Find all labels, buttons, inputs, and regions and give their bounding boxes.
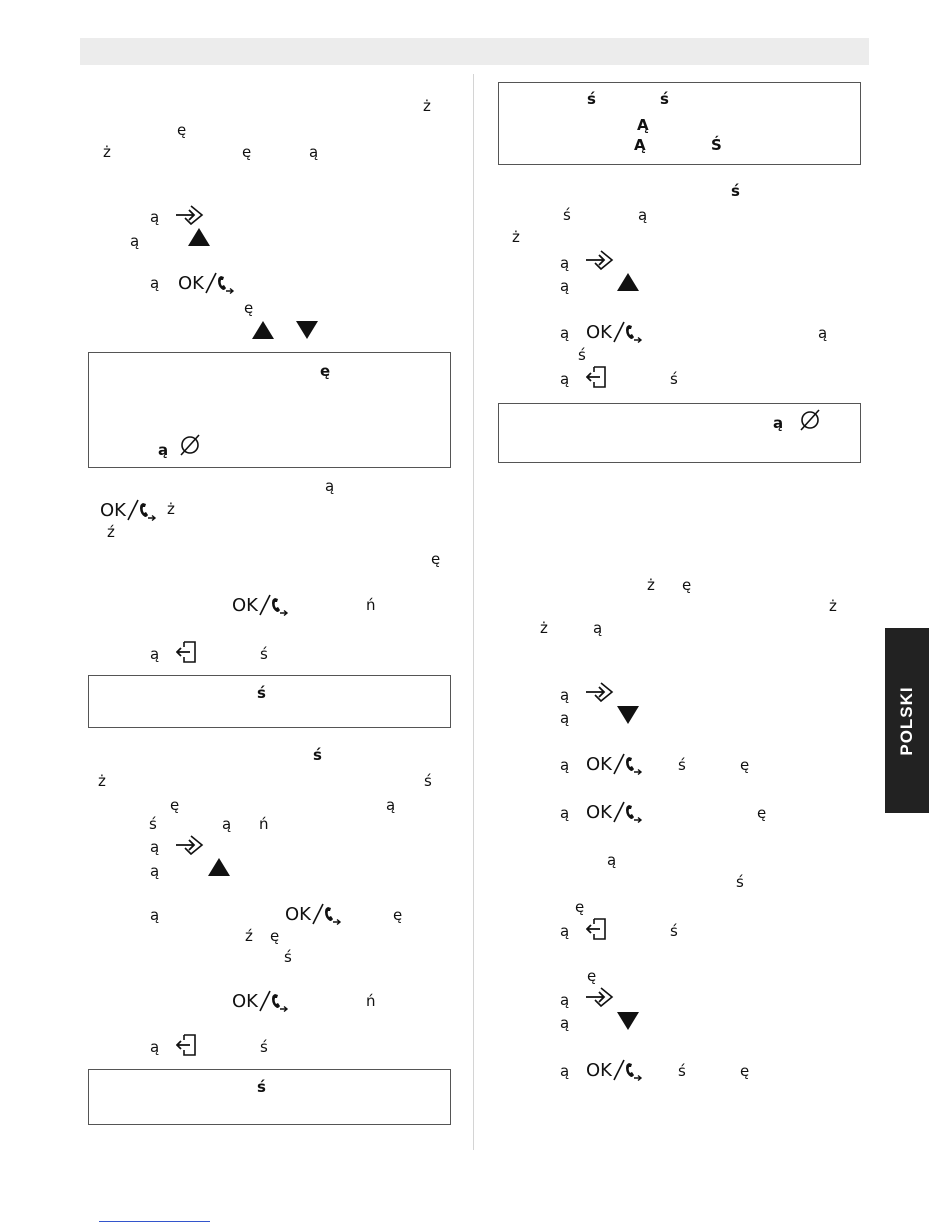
glyph: ż: [647, 576, 655, 594]
glyph: ą: [638, 206, 648, 224]
glyph: ą: [560, 709, 570, 727]
ok-call-icon: OK: [586, 321, 645, 343]
glyph: ś: [257, 684, 266, 702]
down-triangle-icon: [616, 705, 640, 725]
note-box: [498, 82, 861, 165]
language-tab: [885, 628, 929, 813]
glyph: ś: [736, 873, 744, 891]
glyph: ś: [678, 756, 686, 774]
glyph: ą: [150, 645, 160, 663]
ok-call-icon: OK: [285, 903, 344, 925]
glyph: ż: [540, 619, 548, 637]
glyph: ą: [560, 922, 570, 940]
glyph: ż: [829, 597, 837, 615]
ok-call-icon: OK: [586, 753, 645, 775]
glyph: ś: [149, 815, 157, 833]
menu-exit-icon: [176, 640, 198, 664]
glyph: ń: [366, 992, 376, 1010]
glyph: ę: [393, 906, 403, 924]
ok-call-icon: OK: [178, 272, 237, 294]
menu-exit-icon: [586, 917, 608, 941]
ok-call-icon: OK: [100, 499, 159, 521]
glyph: Ą: [637, 116, 649, 134]
glyph: ą: [386, 796, 396, 814]
glyph: ś: [670, 370, 678, 388]
glyph: Ą: [634, 136, 646, 154]
glyph: ą: [607, 851, 617, 869]
column-divider: [473, 74, 474, 1150]
glyph: ą: [130, 232, 140, 250]
glyph: ę: [587, 967, 597, 985]
glyph: ś: [313, 746, 322, 764]
glyph: ę: [270, 927, 280, 945]
glyph: ą: [560, 991, 570, 1009]
glyph: ą: [560, 804, 570, 822]
glyph: ą: [818, 324, 828, 342]
note-box: [88, 1069, 451, 1125]
glyph: ż: [103, 143, 111, 161]
glyph: ż: [512, 228, 520, 246]
glyph: Ś: [711, 136, 722, 154]
up-triangle-icon: [187, 227, 211, 247]
glyph: ą: [560, 686, 570, 704]
header-bar: [80, 38, 869, 65]
menu-enter-icon: [585, 680, 615, 704]
menu-enter-icon: [175, 833, 205, 857]
glyph: ś: [260, 1038, 268, 1056]
glyph: ń: [366, 596, 376, 614]
glyph: ź: [107, 523, 115, 541]
up-triangle-icon: [616, 272, 640, 292]
up-triangle-icon: [207, 857, 231, 877]
glyph: ą: [325, 477, 335, 495]
glyph: ą: [560, 324, 570, 342]
glyph: ś: [563, 206, 571, 224]
glyph: ę: [682, 576, 692, 594]
glyph: ą: [560, 1014, 570, 1032]
glyph: ą: [150, 208, 160, 226]
clear-icon: [798, 408, 822, 432]
glyph: ę: [244, 299, 254, 317]
glyph: ę: [575, 898, 585, 916]
glyph: ś: [424, 772, 432, 790]
down-triangle-icon: [616, 1011, 640, 1031]
glyph: ę: [242, 143, 252, 161]
glyph: ę: [740, 1062, 750, 1080]
glyph: ś: [670, 922, 678, 940]
glyph: ą: [150, 838, 160, 856]
glyph: ą: [560, 277, 570, 295]
up-triangle-icon: [251, 320, 275, 340]
clear-icon: [178, 433, 202, 457]
note-box: [498, 403, 861, 463]
ok-call-icon: OK: [586, 1059, 645, 1081]
glyph: ą: [560, 370, 570, 388]
glyph: ę: [320, 362, 331, 380]
ok-call-icon: OK: [232, 594, 291, 616]
menu-exit-icon: [586, 365, 608, 389]
glyph: ę: [431, 550, 441, 568]
note-box: [88, 352, 451, 468]
glyph: ś: [578, 346, 586, 364]
glyph: ą: [593, 619, 603, 637]
glyph: ą: [158, 441, 169, 459]
glyph: ą: [222, 815, 232, 833]
menu-exit-icon: [176, 1033, 198, 1057]
glyph: ą: [309, 143, 319, 161]
glyph: ż: [98, 772, 106, 790]
glyph: ż: [167, 500, 175, 518]
glyph: ą: [150, 862, 160, 880]
glyph: ż: [423, 97, 431, 115]
glyph: ś: [284, 948, 292, 966]
glyph: ę: [177, 121, 187, 139]
glyph: ą: [560, 1062, 570, 1080]
menu-enter-icon: [585, 248, 615, 272]
glyph: ś: [678, 1062, 686, 1080]
note-box: [88, 675, 451, 728]
ok-call-icon: OK: [586, 801, 645, 823]
glyph: ę: [170, 796, 180, 814]
glyph: ą: [150, 906, 160, 924]
glyph: ę: [740, 756, 750, 774]
glyph: ź: [245, 927, 253, 945]
language-tab-label: POLSKI: [897, 685, 916, 756]
glyph: ę: [757, 804, 767, 822]
glyph: ą: [773, 414, 784, 432]
glyph: ś: [660, 90, 669, 108]
glyph: ś: [587, 90, 596, 108]
glyph: ń: [259, 815, 269, 833]
glyph: ą: [150, 274, 160, 292]
glyph: ś: [257, 1078, 266, 1096]
down-triangle-icon: [295, 320, 319, 340]
menu-enter-icon: [175, 203, 205, 227]
ok-call-icon: OK: [232, 990, 291, 1012]
footer-line: [99, 1221, 210, 1222]
glyph: ą: [560, 756, 570, 774]
glyph: ą: [150, 1038, 160, 1056]
glyph: ś: [731, 182, 740, 200]
glyph: ą: [560, 254, 570, 272]
glyph: ś: [260, 645, 268, 663]
menu-enter-icon: [585, 985, 615, 1009]
